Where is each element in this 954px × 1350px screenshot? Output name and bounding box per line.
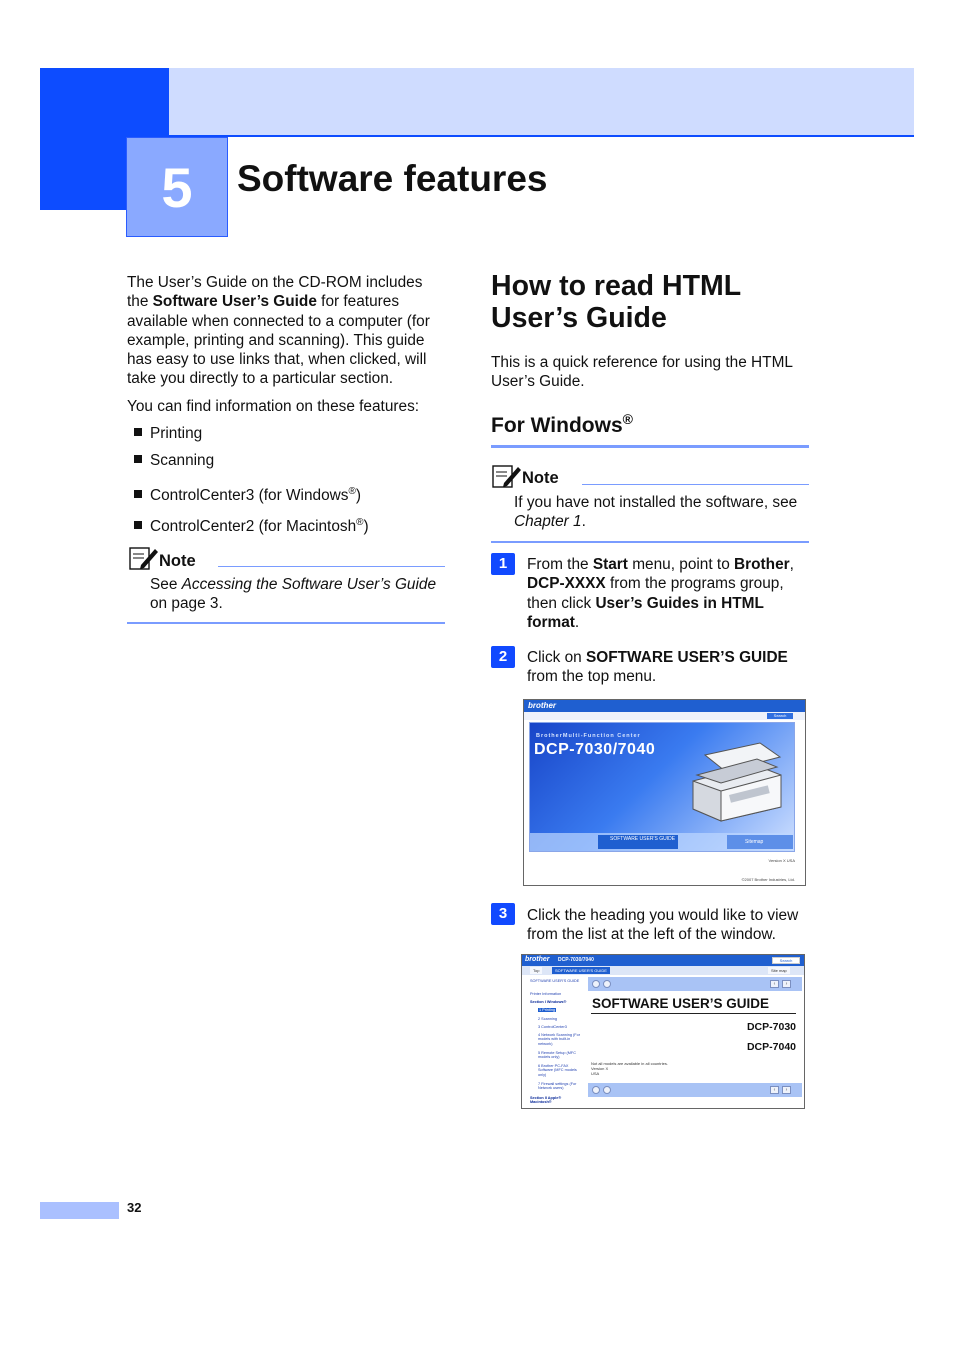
- print-icon[interactable]: [603, 1086, 611, 1094]
- note-pencil-icon: [129, 545, 159, 571]
- sidebar-item[interactable]: 5 Remote Setup (MFC models only): [538, 1051, 576, 1060]
- arrow-left-icon[interactable]: ‹: [770, 1086, 779, 1094]
- sidebar-item[interactable]: 4 Network Scanning (For models with built-in network): [538, 1033, 580, 1046]
- bullet-square-icon: [134, 455, 142, 463]
- screenshot-menu: [523, 699, 806, 886]
- bullet-item: ControlCenter3 (for Windows®): [134, 482, 361, 505]
- software-users-guide-button[interactable]: SOFTWARE USER’S GUIDE: [598, 835, 678, 849]
- section-intro: This is a quick reference for using the HTML User’s Guide.: [491, 354, 793, 391]
- chapter-header-rule: [169, 135, 914, 137]
- availability-text: Not all models are available in all countries. Version X USA: [591, 1061, 668, 1076]
- step-2-badge: 2: [491, 646, 515, 668]
- sidebar-section[interactable]: Section I Windows®: [530, 1000, 567, 1004]
- model-title: DCP-7030/7040: [534, 741, 656, 758]
- note-bottom-rule: [127, 622, 445, 624]
- version-text: Version X USA: [768, 858, 795, 863]
- screenshot-guide: [521, 954, 805, 1109]
- printer-illustration: [685, 735, 785, 823]
- print-icon[interactable]: [603, 980, 611, 988]
- intro-paragraph: The User’s Guide on the CD-ROM includes the Software User’s Guide for features available when connected to a computer (for example, printing and scanning). This guide has easy to use links that, when clicked, will take you directly to a particular section.: [127, 274, 430, 388]
- sidebar-item[interactable]: 2 Scanning: [538, 1017, 557, 1021]
- search-field[interactable]: Search: [772, 957, 800, 964]
- sidebar: [522, 975, 586, 1108]
- home-icon[interactable]: [592, 1086, 600, 1094]
- model-1: DCP-7030: [746, 1021, 796, 1033]
- section-heading: How to read HTML User’s Guide: [491, 270, 741, 334]
- bullet-item: Scanning: [134, 451, 214, 470]
- hero-nav: [530, 833, 795, 851]
- screenshot-toolbar: [524, 712, 805, 720]
- tab-top[interactable]: Top: [530, 967, 542, 974]
- chapter-number-box: [126, 137, 228, 237]
- hero-panel: [529, 722, 795, 852]
- tab-software-guide[interactable]: SOFTWARE USER'S GUIDE: [552, 967, 610, 974]
- note-pencil-icon: [492, 463, 522, 489]
- bullet-square-icon: [134, 521, 142, 529]
- note-text: If you have not installed the software, see Chapter 1.: [514, 494, 798, 531]
- guide-title-rule: [591, 1013, 796, 1014]
- step-3-text: Click the heading you would like to view from the list at the left of the window.: [527, 907, 799, 944]
- search-button[interactable]: Search: [767, 713, 793, 719]
- arrow-right-icon[interactable]: ›: [782, 980, 791, 988]
- note-rule: [582, 484, 809, 485]
- note-bottom-rule: [491, 541, 809, 543]
- note-heading: Note: [522, 469, 559, 487]
- note-text: See Accessing the Software User’s Guide on page 3.: [150, 576, 437, 613]
- brother-logo: brother: [528, 701, 556, 710]
- tab-site-map[interactable]: Site map: [768, 967, 790, 974]
- sidebar-item[interactable]: Printer Information: [530, 992, 562, 996]
- intro-bold: Software User’s Guide: [152, 293, 317, 311]
- sidebar-item[interactable]: 7 Firewall settings (For Network users): [538, 1082, 577, 1091]
- arrow-left-icon[interactable]: ‹: [770, 980, 779, 988]
- chapter-title: Software features: [237, 158, 548, 199]
- note-rule: [218, 566, 445, 567]
- chapter-header-band: [40, 68, 914, 136]
- copyright-text: ©2007 Brother Industries, Ltd.: [741, 877, 795, 882]
- step-2-text: Click on SOFTWARE USER’S GUIDE from the top menu.: [527, 649, 788, 686]
- step-1-text: From the Start menu, point to Brother, DCP-XXXX from the programs group, then click User’s Guides in HTML format.: [527, 556, 794, 631]
- arrow-right-icon[interactable]: ›: [782, 1086, 791, 1094]
- sidebar-item[interactable]: 6 Brother PC-FAX Software (MFC models only): [538, 1064, 577, 1077]
- content-toolbar-bottom: [588, 1083, 802, 1097]
- step-3-badge: 3: [491, 903, 515, 925]
- subsection-heading: For Windows®: [491, 411, 633, 437]
- content-toolbar-top: [588, 977, 802, 991]
- home-icon[interactable]: [592, 980, 600, 988]
- page-number: 32: [127, 1200, 142, 1215]
- bullet-item: Printing: [134, 424, 202, 443]
- sidebar-item[interactable]: 3 ControlCenter3: [538, 1025, 567, 1029]
- bullet-item: ControlCenter2 (for Macintosh®): [134, 513, 369, 536]
- mfc-label: BrotherMulti-Function Center: [536, 733, 641, 739]
- screenshot-top-bar: [524, 700, 805, 712]
- guide-content: [588, 975, 802, 1108]
- note-heading: Note: [159, 552, 196, 570]
- guide-title: SOFTWARE USER’S GUIDE: [592, 996, 770, 1011]
- chapter-number: 5: [161, 156, 193, 219]
- footer-bar: [40, 1202, 119, 1219]
- model-label: DCP-7030/7040: [558, 957, 594, 963]
- sidebar-section[interactable]: Section II Apple® Macintosh®: [530, 1096, 562, 1105]
- subsection-rule: [491, 445, 809, 448]
- step-1-badge: 1: [491, 553, 515, 575]
- sitemap-button[interactable]: Sitemap: [727, 835, 793, 849]
- model-2: DCP-7040: [746, 1041, 796, 1053]
- brother-logo: brother: [525, 956, 550, 963]
- bullet-square-icon: [134, 490, 142, 498]
- tab-bar: [522, 966, 804, 975]
- bullet-square-icon: [134, 428, 142, 436]
- find-text: You can find information on these features:: [127, 398, 420, 415]
- sidebar-item[interactable]: 1 Printing: [539, 1008, 556, 1012]
- sidebar-item[interactable]: SOFTWARE USER'S GUIDE: [530, 979, 580, 983]
